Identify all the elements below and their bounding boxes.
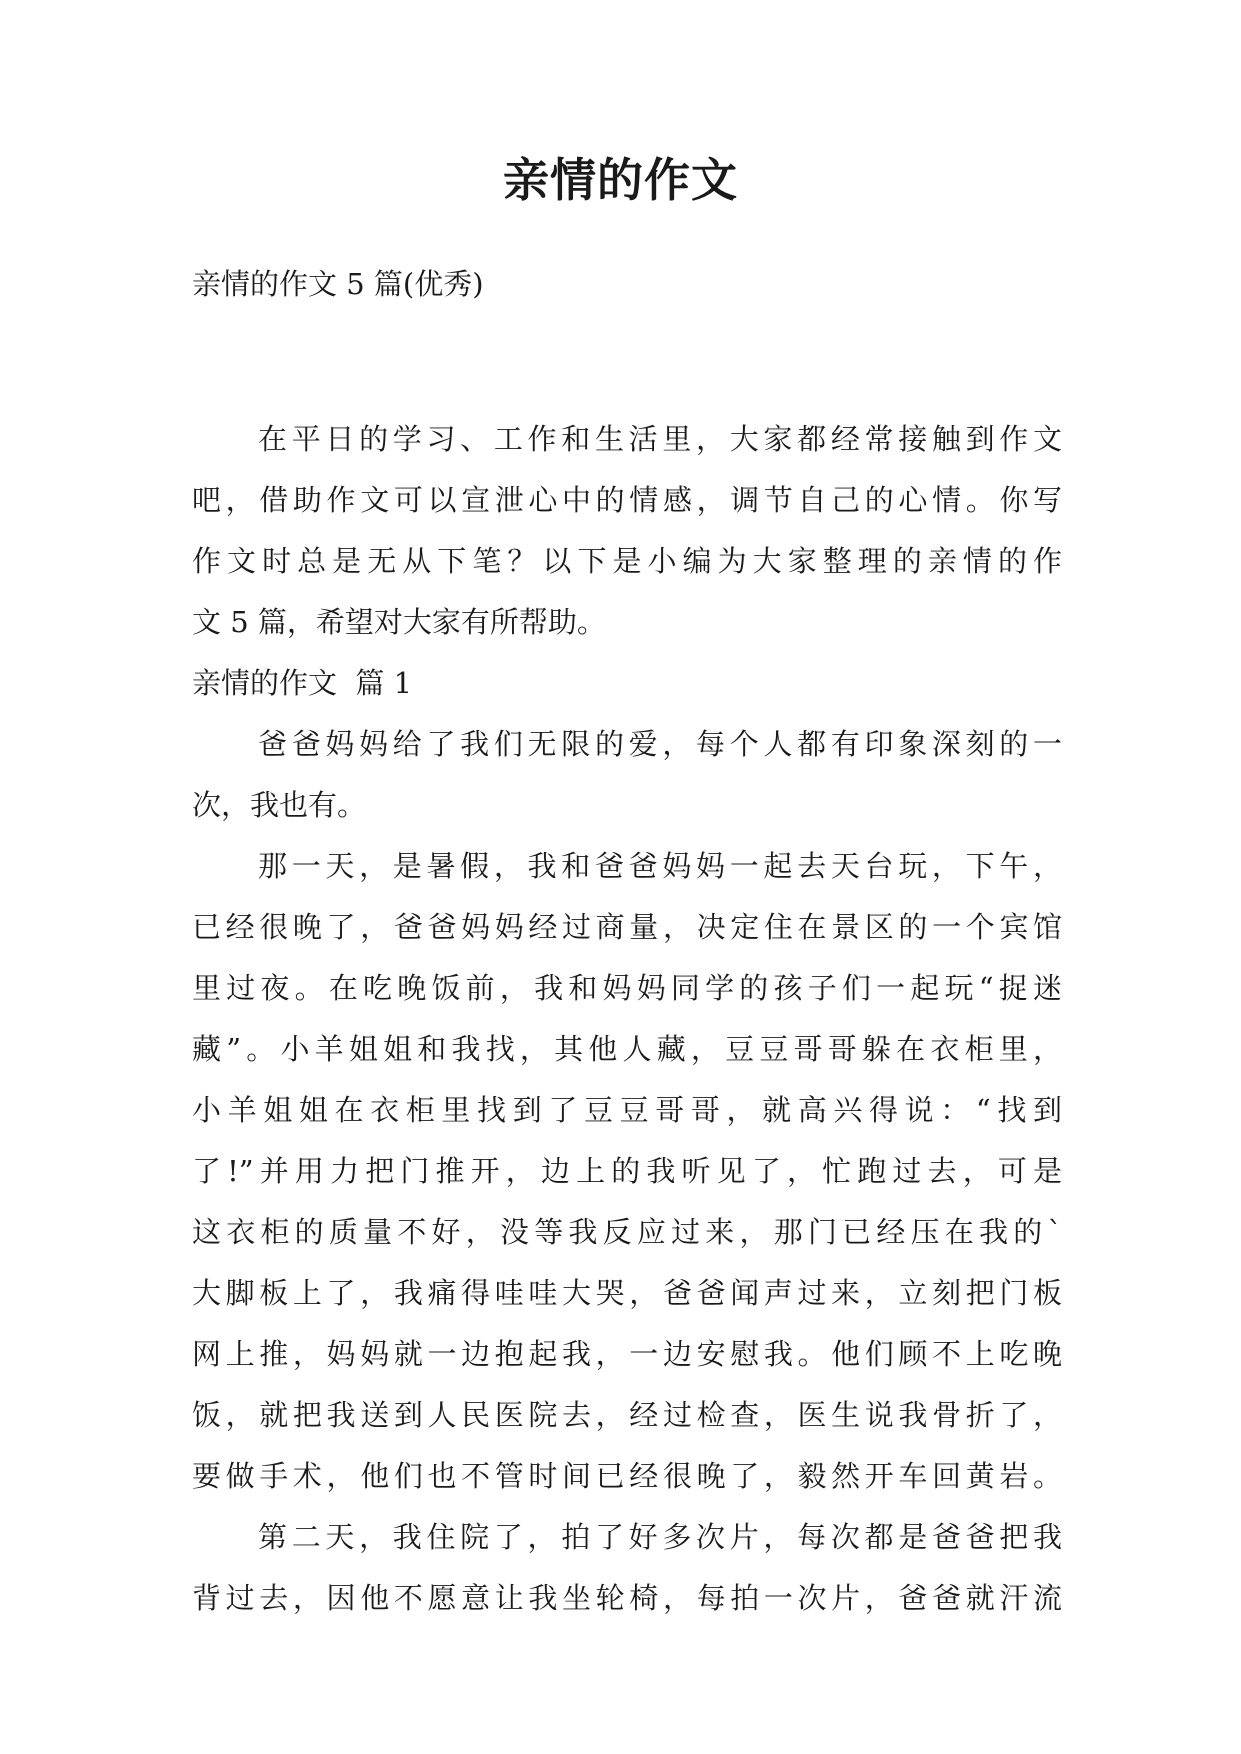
text-line: 背过去，因他不愿意让我坐轮椅，每拍一次片，爸爸就汗流 bbox=[192, 1581, 1062, 1615]
text-line: 里过夜。在吃晚饭前，我和妈妈同学的孩子们一起玩“捉迷 bbox=[192, 971, 1062, 1005]
document-subtitle: 亲情的作文 5 篇(优秀) bbox=[192, 267, 484, 301]
text-line: 要做手术，他们也不管时间已经很晚了，毅然开车回黄岩。 bbox=[192, 1459, 1062, 1493]
text-line: 作文时总是无从下笔？以下是小编为大家整理的亲情的作 bbox=[192, 544, 1062, 578]
text-line: 这衣柜的质量不好，没等我反应过来，那门已经压在我的` bbox=[192, 1215, 1062, 1249]
text-line: 吧，借助作文可以宣泄心中的情感，调节自己的心情。你写 bbox=[192, 483, 1062, 517]
text-line: 文 5 篇，希望对大家有所帮助。 bbox=[192, 605, 606, 639]
text-line: 在平日的学习、工作和生活里，大家都经常接触到作文 bbox=[258, 422, 1062, 456]
text-line: 藏”。小羊姐姐和我找，其他人藏，豆豆哥哥躲在衣柜里， bbox=[192, 1032, 1062, 1066]
document-title: 亲情的作文 bbox=[503, 153, 738, 207]
text-line: 那一天，是暑假，我和爸爸妈妈一起去天台玩，下午， bbox=[258, 849, 1062, 883]
text-line: 已经很晚了，爸爸妈妈经过商量，决定住在景区的一个宾馆 bbox=[192, 910, 1062, 944]
document-body bbox=[192, 409, 1062, 1629]
text-line: 了!”并用力把门推开，边上的我听见了，忙跑过去，可是 bbox=[192, 1154, 1062, 1188]
text-line: 小羊姐姐在衣柜里找到了豆豆哥哥，就高兴得说：“找到 bbox=[192, 1093, 1062, 1127]
text-line: 第二天，我住院了，拍了好多次片，每次都是爸爸把我 bbox=[258, 1520, 1062, 1554]
text-line: 网上推，妈妈就一边抱起我，一边安慰我。他们顾不上吃晚 bbox=[192, 1337, 1062, 1371]
text-line: 爸爸妈妈给了我们无限的爱，每个人都有印象深刻的一 bbox=[258, 727, 1062, 761]
text-line: 大脚板上了，我痛得哇哇大哭，爸爸闻声过来，立刻把门板 bbox=[192, 1276, 1062, 1310]
text-line: 饭，就把我送到人民医院去，经过检查，医生说我骨折了， bbox=[192, 1398, 1062, 1432]
section-heading: 亲情的作文 篇 1 bbox=[192, 666, 413, 700]
text-line: 次，我也有。 bbox=[192, 788, 367, 822]
